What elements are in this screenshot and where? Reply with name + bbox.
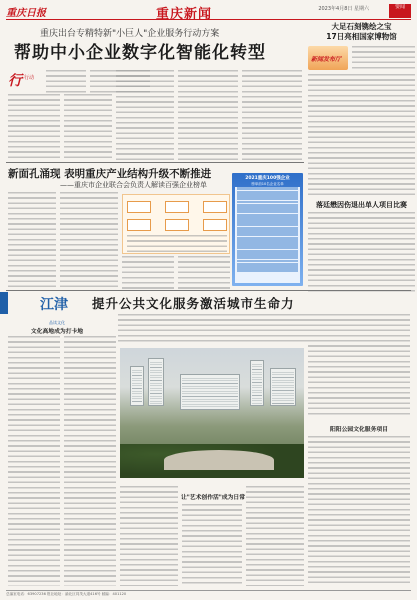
newspaper-logo: 重庆日报 [6,8,46,19]
jiangjin-headline: 提升公共文化服务激活城市生命力 [92,296,295,311]
issue-date: 2023年4月8日 星期六 [318,6,369,12]
news-release-badge [308,46,348,70]
footer: 总编室电话：63907236 报社地址：渝北区同茂大道416号 邮编：401120 [6,590,411,597]
right-body-a [352,46,415,70]
jiangjin-place: 江津 [40,297,68,313]
main-body-col-2 [64,94,112,160]
table-subtitle: 榜单前10名企业名单 [251,182,284,186]
jiangjin-intro [118,314,308,344]
infographic-box [127,201,151,213]
infographic-notes [127,235,227,253]
jiangjin-col-7 [308,436,410,586]
jiangjin-col-6 [308,314,410,418]
action-badge-big: 行 [8,73,22,89]
main-body-col-3 [116,70,174,160]
section-title: 重庆新闻 [156,7,213,22]
jiangjin-col-4 [182,504,242,586]
main-kicker: 重庆出台专精特新"小巨人"企业服务行动方案 [40,29,220,39]
photo-plaza [164,450,274,470]
action-badge-small: 行动 [24,75,35,81]
right-column [308,22,415,292]
right-title-1: 大足石刻镌绘之宝 [331,22,392,31]
divider-2 [6,290,411,291]
top100-table [232,173,303,286]
second-body-col-4 [178,256,230,290]
jiangjin-col-2 [64,336,116,586]
infographic-box [203,201,227,213]
section-marker [0,292,8,314]
infographic-box [165,219,189,231]
second-body-col-3 [122,256,174,290]
badge-text: 新闻发布厅 [311,56,342,63]
second-subhead: ——重庆市企业联合会负责人解读百强企业榜单 [60,181,207,189]
photo-building [250,360,264,406]
sub1-title: 文化高地成为打卡地 [30,329,84,335]
second-body-col-1 [8,192,56,290]
page-label: 要闻 [389,4,411,18]
right-body-c [308,212,415,292]
photo-building [180,374,240,410]
sub1-kicker: 品读文化 [49,320,65,325]
jiangjin-col-1 [8,336,60,586]
photo-building [148,358,164,406]
main-body-col-4 [178,70,238,160]
sub2-title: 让"艺术创作活"成为日常 [180,495,245,501]
masthead [6,4,411,20]
jiangjin-col-3 [120,486,178,586]
infographic-box [165,201,189,213]
photo-building [130,366,144,406]
main-body-col-1 [8,94,60,160]
action-badge [8,70,42,92]
infographic-box [203,219,227,231]
right-title-3: 落廷懋因伤退出单人项目比赛 [316,201,407,209]
table-row [237,269,298,272]
second-body-col-2 [60,192,118,290]
second-headline: 新面孔涌现 表明重庆产业结构升级不断推进 [8,168,212,180]
jiangjin-col-5 [246,486,304,586]
right-title-2: 17日亮相国家博物馆 [326,32,397,41]
photo-building [270,368,296,406]
table-title: 2021重庆100强企业 [245,176,290,181]
jiangjin-photo [120,348,304,478]
sub3-title: 阳阳公园文化服务项目 [330,427,388,433]
divider-1 [6,162,304,163]
main-headline: 帮助中小企业数字化智能化转型 [14,43,266,63]
infographic-box [127,219,151,231]
main-body-col-1a [46,70,86,94]
right-body-b [308,74,415,196]
table-body [235,187,300,283]
industry-infographic [122,194,230,254]
main-body-col-5 [242,70,302,160]
